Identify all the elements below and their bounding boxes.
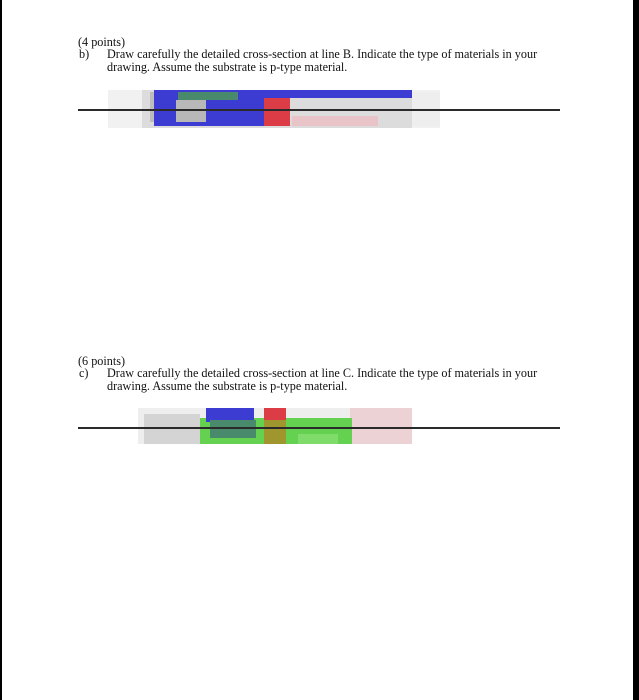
question-c-points: (6 points)	[78, 354, 126, 368]
question-b-label: b)	[79, 47, 90, 61]
metal-layer	[206, 408, 254, 422]
well-region	[350, 408, 412, 444]
cross-section-b-figure	[78, 86, 560, 132]
question-b-text-line-2: drawing. Assume the substrate is p-type material.	[107, 60, 348, 74]
layout-strip-c	[78, 406, 560, 446]
poly-gate	[264, 408, 286, 420]
poly-over-active	[264, 420, 286, 444]
question-b-points: (4 points)	[78, 35, 126, 49]
question-c-text-line-2: drawing. Assume the substrate is p-type material.	[107, 379, 348, 393]
cross-section-c-figure	[78, 406, 560, 446]
active-inner	[298, 434, 338, 444]
question-c-label: c)	[79, 366, 89, 380]
question-b-text-line-1: Draw carefully the detailed cross-section at line B. Indicate the type of materials in your	[107, 47, 538, 61]
contact-region	[178, 92, 238, 100]
well-strip	[292, 116, 378, 126]
metal-layer-right	[264, 90, 412, 98]
layout-strip-b	[78, 86, 560, 132]
question-c-text-line-1: Draw carefully the detailed cross-section at line C. Indicate the type of materials in your	[107, 366, 538, 380]
document-page	[2, 0, 633, 700]
